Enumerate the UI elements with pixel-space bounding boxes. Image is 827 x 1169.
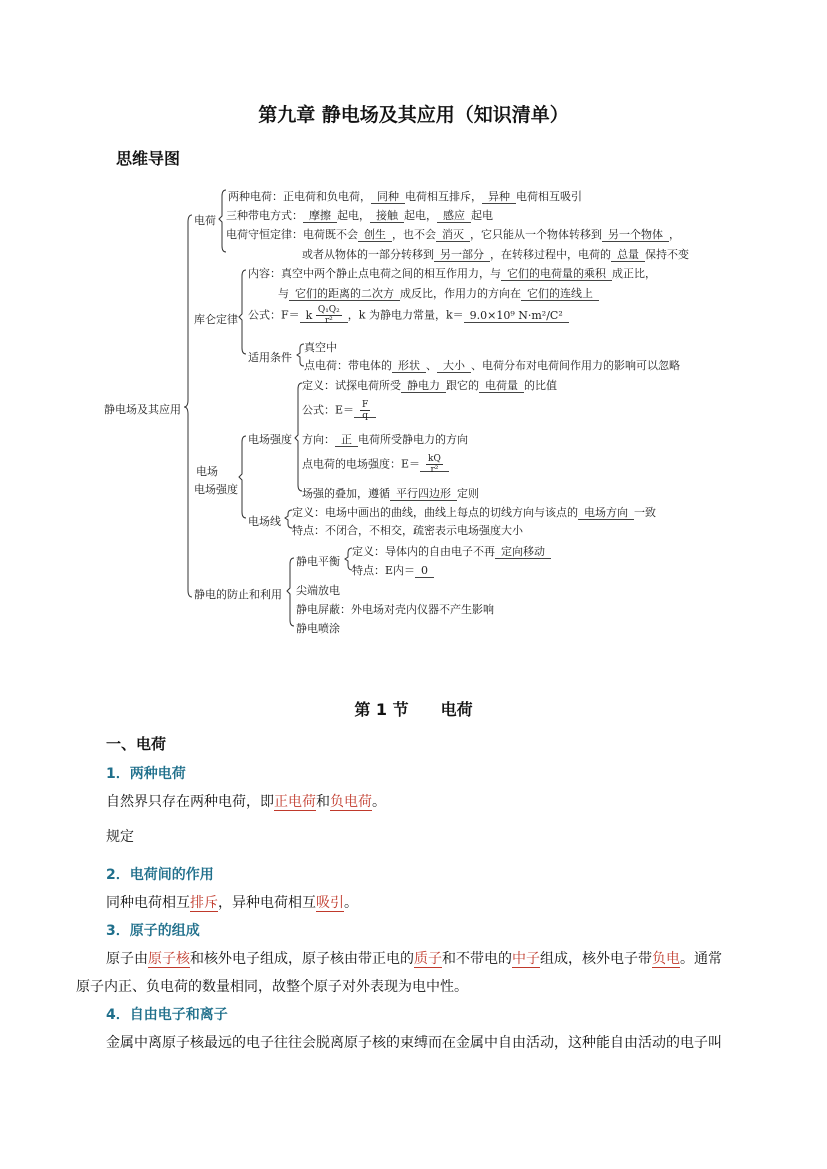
- page-title: 第九章 静电场及其应用（知识清单）: [258, 104, 569, 126]
- mm-strength-formula: 公式：E＝ $\frac{F}{q}$: [302, 400, 376, 421]
- mm-charge-line4: 或者从物体的一部分转移到 另一部分 ，在转移过程中，电荷的 总量 保持不变: [302, 248, 689, 261]
- mm-coulomb-formula: 公式：F＝ k $\frac{\text{Q₁Q₂}}{\text{r²}}$ ，k 为静电力常量，k＝ 9.0×10⁹ N·m²/C²: [248, 305, 569, 326]
- mindmap-heading: 思维导图: [116, 149, 181, 168]
- paragraph-atom-1: 原子由原子核和核外电子组成，原子核由带正电的质子和不带电的中子组成，核外电子带负电。通常: [106, 951, 722, 967]
- mm-field-strength: 电场强度: [194, 483, 238, 496]
- mm-charge-line2: 三种带电方式： 摩擦 起电， 接触 起电， 感应 起电: [226, 209, 493, 222]
- mm-spraying: 静电喷涂: [296, 622, 340, 635]
- subheading-two-charges: 1．两种电荷: [106, 766, 186, 782]
- mm-tip-discharge: 尖端放电: [296, 584, 340, 597]
- mm-strength-direction: 方向： 正 电荷所受静电力的方向: [302, 433, 468, 446]
- mm-charge-line1: 两种电荷：正电荷和负电荷， 同种 电荷相互排斥， 异种 电荷相互吸引: [228, 190, 582, 203]
- heading-charge: 一、电荷: [106, 735, 167, 753]
- mm-fieldline-def: 定义：电场中画出的曲线，曲线上每点的切线方向与该点的 电场方向 一致: [292, 506, 656, 519]
- mm-strength: 电场强度: [248, 433, 292, 446]
- paragraph-two-charges: 自然界只存在两种电荷，即正电荷和负电荷。: [106, 794, 386, 810]
- mindmap-root: 静电场及其应用: [104, 403, 181, 416]
- mm-vacuum: 真空中: [304, 341, 337, 354]
- paragraph-interaction: 同种电荷相互排斥，异种电荷相互吸引。: [106, 895, 358, 911]
- mm-charge-line3: 电荷守恒定律：电荷既不会 创生 ，也不会 消灭 ，它只能从一个物体转移到 另一个物体 ，: [226, 228, 680, 241]
- subheading-atom: 3．原子的组成: [106, 923, 200, 939]
- mm-shielding: 静电屏蔽：外电场对壳内仪器不产生影响: [296, 603, 494, 616]
- mm-field: 电场: [196, 465, 218, 478]
- section-title: 第 1 节 电荷: [354, 700, 473, 719]
- mm-point-charge: 点电荷：带电体的 形状 、 大小 、电荷分布对电荷间作用力的影响可以忽略: [304, 359, 680, 372]
- mm-fieldline: 电场线: [248, 515, 281, 528]
- subheading-interaction: 2．电荷间的作用: [106, 867, 214, 883]
- mm-protect: 静电的防止和利用: [194, 588, 282, 601]
- mm-strength-def: 定义：试探电荷所受 静电力 跟它的 电荷量 的比值: [302, 379, 557, 392]
- mm-coulomb-line1: 内容：真空中两个静止点电荷之间的相互作用力，与 它们的电荷量的乘积 成正比，: [248, 267, 656, 280]
- mm-eq: 静电平衡: [296, 555, 340, 568]
- paragraph-free-electrons: 金属中离原子核最远的电子往往会脱离原子核的束缚而在金属中自由活动，这种能自由活动的电子叫: [106, 1035, 722, 1051]
- mm-point-field: 点电荷的电场强度：E＝ $\frac{kQ}{\text{r²}}$: [302, 454, 449, 475]
- mm-fieldline-feature: 特点：不闭合，不相交，疏密表示电场强度大小: [292, 524, 523, 537]
- mm-condition: 适用条件: [248, 351, 292, 364]
- mm-coulomb: 库仑定律: [194, 313, 238, 326]
- paragraph-rule: 规定: [106, 829, 134, 845]
- mm-coulomb-line2: 与 它们的距离的二次方 成反比，作用力的方向在 它们的连线上: [278, 285, 599, 301]
- paragraph-atom-2: 原子内正、负电荷的数量相同，故整个原子对外表现为电中性。: [76, 979, 468, 995]
- mm-charge: 电荷: [194, 214, 216, 227]
- mm-superposition: 场强的叠加，遵循 平行四边形 定则: [302, 487, 479, 500]
- subheading-free-electrons: 4．自由电子和离子: [106, 1007, 228, 1023]
- mm-eq-def: 定义：导体内的自由电子不再 定向移动: [352, 543, 551, 559]
- mm-eq-feature: 特点：E内＝ 0: [352, 562, 434, 578]
